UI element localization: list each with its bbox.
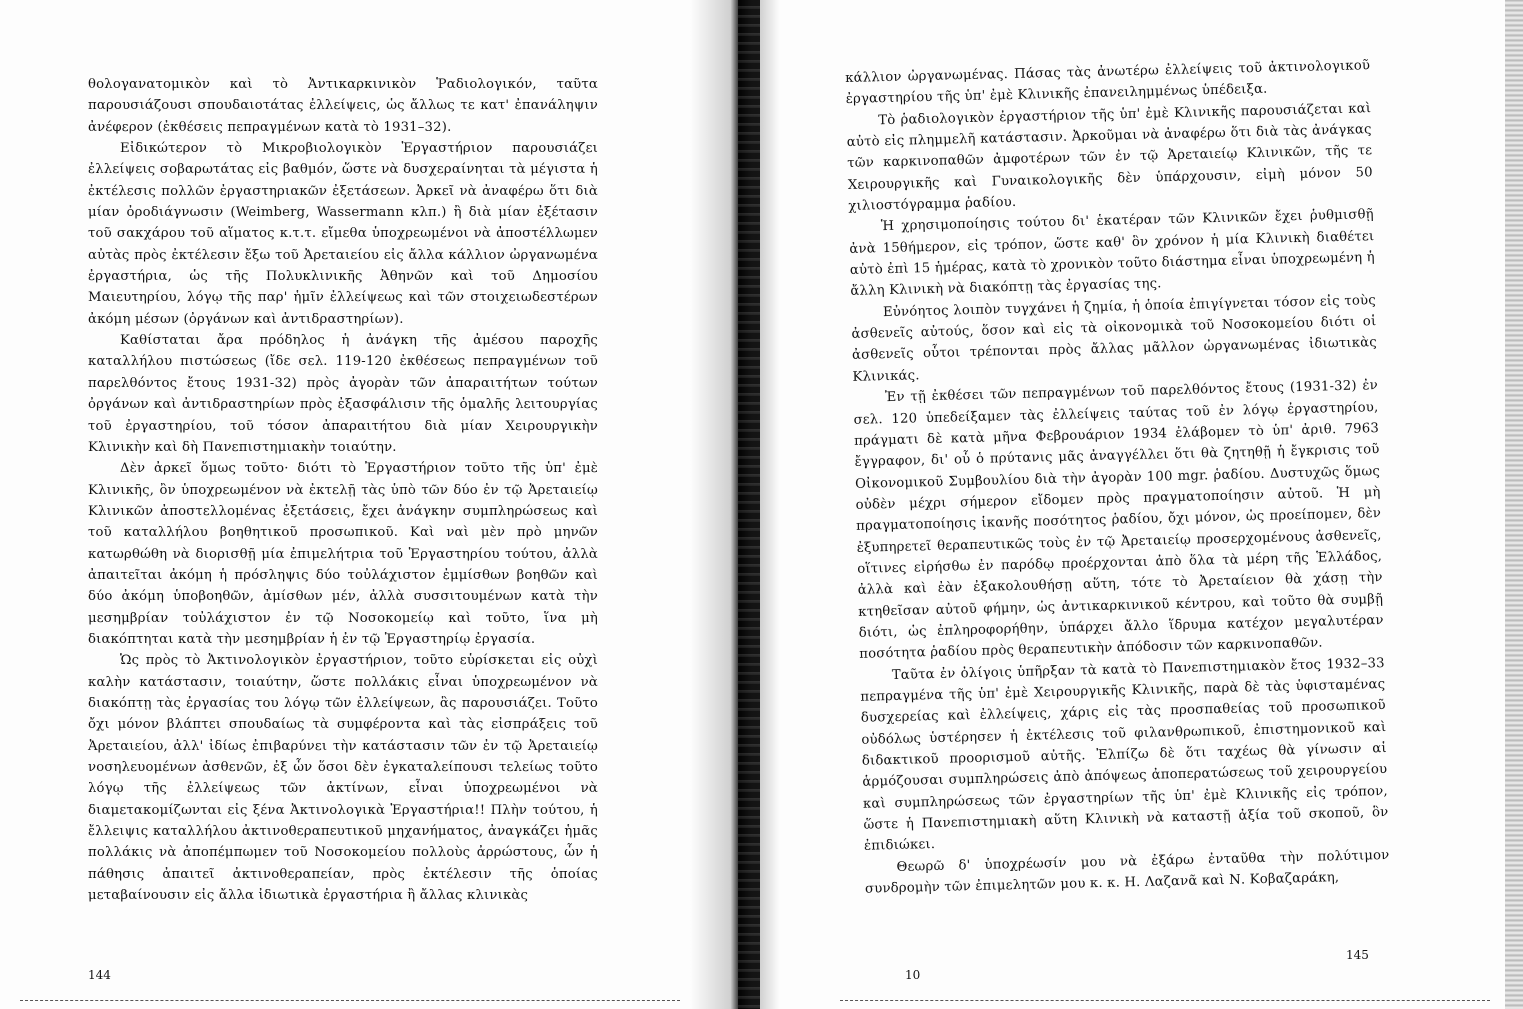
right-page-text	[845, 55, 1390, 900]
scan-artifact-line	[840, 1000, 1490, 1002]
paragraph: Εἰδικώτερον τὸ Μικροβιολογικὸν Ἐργαστήριον παρουσιάζει ἐλλείψεις σοβαρωτάτας εἰς βαθμόν, ὥστε νὰ δυσχεραίνηται τὰ μέγιστα ἡ ἐκτέλεσις πολλῶν ἐργαστηριακῶν ἐξετάσεων. Ἀρκεῖ νὰ ἀναφέρω ὅτι διὰ μίαν ὀροδιάγνωσιν (Weimberg, Wassermann κλπ.) ἢ διὰ μίαν ἐξέτασιν τοῦ σακχάρου τοῦ αἵματος κ.τ.τ. εἴμεθα ὑποχρεωμένοι νὰ ἀποστέλλωμεν αὐτὰς πρὸς ἐκτέλεσιν ἔξω τοῦ Ἀρεταιείου εἰς ἄλλα κάλλιον ὠργανωμένα ἐργαστήρια, ὡς τῆς Πολυκλινικῆς Ἀθηνῶν καὶ τοῦ Δημοσίου Μαιευτηρίου, λόγῳ τῆς παρ' ἡμῖν ἐλλείψεως καὶ τῶν στοιχειωδεστέρων ἀκόμη μέσων (ὀργάνων καὶ ἀντιδραστηρίων).	[88, 141, 598, 327]
paragraph: Ἐν τῇ ἐκθέσει τῶν πεπραγμένων τοῦ παρελθόντος ἔτους (1931-32) ἐν σελ. 120 ὑπεδείξαμεν τὰς ἐλλείψεις ταύτας τοῦ ἐν λόγῳ ἐργαστηρίου, πράγματι δὲ κατὰ μῆνα Φεβρουάριον 1934 ἐλάβομεν τὸ ὑπ' ἀριθ. 7963 ἔγγραφον, δι' οὗ ὁ πρύτανις μᾶς ἀναγγέλλει ὅτι θὰ ζητηθῇ ἡ ἔγκρισις τοῦ Οἰκονομικοῦ Συμβουλίου διὰ τὴν ἀγορὰν 100 mgr. ῥαδίου. Δυστυχῶς ὅμως οὐδὲν μέχρι σήμερον εἴδομεν πρὸς πραγματοποίησιν αὐτοῦ. Ἡ μὴ πραγματοποίησις ἱκανῆς ποσότητος ῥαδίου, ὄχι μόνον, ὡς προείπομεν, δὲν ἐξυπηρετεῖ θεραπευτικῶς τοὺς ἐν τῷ Ἀρεταιείῳ προσερχομένους ἀσθενεῖς, οἵτινες εἰρήσθω ἐν παρόδῳ προέρχονται ἀπὸ ὅλα τὰ μέρη τῆς Ἑλλάδος, ἀλλὰ καὶ ἐὰν ἐξακολουθήσῃ αὕτη, τότε τὸ Ἀρεταίειον θὰ χάσῃ τὴν κτηθεῖσαν αὐτοῦ φήμην, ὡς ἀντικαρκινικοῦ κέντρου, καὶ τοῦτο θὰ συμβῇ διότι, ὡς ἐπληροφορήθην, ὑπάρχει ἄλλο ἵδρυμα κατέχον μεγαλυτέραν ποσότητα ῥαδίου πρὸς θεραπευτικὴν ἀπόδοσιν τῶν καρκινοπαθῶν.	[853, 378, 1384, 663]
signature-mark: 10	[905, 968, 921, 982]
paragraph: Καθίσταται ἄρα πρόδηλος ἡ ἀνάγκη τῆς ἀμέσου παροχῆς καταλλήλου πιστώσεως (ἴδε σελ. 119-120 ἐκθέσεως πεπραγμένων τοῦ παρελθόντος ἔτους 1931-32) πρὸς ἀγορὰν τῶν ἀπαραιτήτων τούτων ὀργάνων καὶ ἀντιδραστηρίων πρὸς ἐξασφάλισιν τῆς ὁμαλῆς λειτουργίας τοῦ ἐργαστηρίου, τοῦ τόσον ἀπαραιτήτου διὰ μίαν Χειρουργικὴν Κλινικὴν καὶ δὴ Πανεπιστημιακὴν τοιαύτην.	[88, 333, 598, 455]
paragraph: Ἡ χρησιμοποίησις τούτου δι' ἑκατέραν τῶν Κλινικῶν ἔχει ῥυθμισθῇ ἀνὰ 15θήμερον, εἰς τρόπον, ὥστε καθ' ὃν χρόνον ἡ μία Κλινικὴ διαθέτει αὐτὸ ἐπὶ 15 ἡμέρας, κατὰ τὸ χρονικὸν τοῦτο διάστημα εἶναι ὑποχρεωμένη ἡ ἄλλη Κλινικὴ νὰ διακόπτῃ τὰς ἐργασίας της.	[849, 207, 1375, 300]
book-gutter-shadow	[690, 0, 780, 1009]
paragraph: κάλλιον ὠργανωμένας. Πάσας τὰς ἀνωτέρω ἐλλείψεις τοῦ ἀκτινολογικοῦ ἐργαστηρίου τῆς ὑπ' ἐμὲ Κλινικῆς ἐπανειλημμένως ὑπέδειξα.	[845, 58, 1371, 108]
paragraph: Ταῦτα ἐν ὀλίγοις ὑπῆρξαν τὰ κατὰ τὸ Πανεπιστημιακὸν ἔτος 1932–33 πεπραγμένα τῆς ὑπ' ἐμὲ Χειρουργικῆς Κλινικῆς, παρὰ δὲ τὰς ὑφισταμένας δυσχερείας καὶ ἐλλείψεις, χάρις εἰς τὰς προσπαθείας τοῦ προσωπικοῦ οὐδόλως ὑστέρησεν ἡ ἐκτέλεσις τοῦ φιλανθρωπικοῦ, ἐπιστημονικοῦ καὶ διδακτικοῦ προορισμοῦ αὐτῆς. Ἐλπίζω δὲ ὅτι ταχέως θὰ γίνωσιν αἱ ἁρμόζουσαι συμπληρώσεις ἀπὸ ἀπόψεως ἀποπερατώσεως τοῦ χειρουργείου καὶ συμπληρώσεως τῶν ἐργαστηρίων τῆς ὑπ' ἐμὲ Κλινικῆς εἰς τρόπον, ὥστε ἡ Πανεπιστημιακὴ αὕτη Κλινικὴ νὰ καταστῇ ἀξία τοῦ σκοποῦ, ὃν ἐπιδιώκει.	[860, 655, 1389, 855]
scan-artifact-line	[20, 1000, 680, 1002]
paragraph: Δὲν ἀρκεῖ ὅμως τοῦτο· διότι τὸ Ἐργαστήριον τοῦτο τῆς ὑπ' ἐμὲ Κλινικῆς, ὂν ὑποχρεωμένον νὰ ἐκτελῇ τὰς ὑπὸ τῶν δύο ἐν τῷ Ἀρεταιείῳ Κλινικῶν ἀποστελλομένας ἐξετάσεις, ἔχει ἀνάγκην συμπληρώσεως καὶ τοῦ καταλλήλου βοηθητικοῦ προσωπικοῦ. Καὶ ναὶ μὲν πρὸ μηνῶν κατωρθώθη νὰ διορισθῇ μία ἐπιμελήτρια τοῦ Ἐργαστηρίου τούτου, ἀλλὰ ἀπαιτεῖται ἀκόμη ἡ πρόσληψις δύο τοὐλάχιστον ἐμμίσθων βοηθῶν καὶ δύο ἀκόμη ὑποβοηθῶν, ἀμίσθων μέν, ἀλλὰ συσσιτουμένων κατὰ τὴν μεσημβρίαν τοὐλάχιστον ἐν τῷ Νοσοκομείῳ καὶ τοῦτο, ἵνα μὴ διακόπτηται κατὰ τὴν μεσημβρίαν ἡ ἐν τῷ Ἐργαστηρίῳ ἐργασία.	[88, 461, 598, 647]
right-page-number: 145	[1346, 948, 1369, 962]
left-page-number: 144	[88, 968, 111, 982]
paragraph: Τὸ ῥαδιολογικὸν ἐργαστήριον τῆς ὑπ' ἐμὲ Κλινικῆς παρουσιάζεται καὶ αὐτὸ εἰς πλημμελῆ κατάστασιν. Ἀρκοῦμαι νὰ ἀναφέρω ὅτι διὰ τὰς ἀνάγκας τῶν καρκινοπαθῶν ἀμφοτέρων τῶν ἐν τῷ Ἀρεταιείῳ Κλινικῶν, τῆς τε Χειρουργικῆς καὶ Γυναικολογικῆς δὲν ὑπάρχουσιν, εἰμὴ μόνον 50 χιλιοστόγραμμα ῥαδίου.	[846, 100, 1373, 215]
paragraph: Εὐνόητος λοιπὸν τυγχάνει ἡ ζημία, ἡ ὁποία ἐπιγίγνεται τόσον εἰς τοὺς ἀσθενεῖς αὐτούς, ὅσον καὶ εἰς τὰ οἰκονομικὰ τοῦ Νοσοκομείου διότι οἱ ἀσθενεῖς οὗτοι τρέπονται πρὸς ἄλλας μᾶλλον ὠργανωμένας ἰδιωτικὰς Κλινικάς.	[851, 292, 1378, 385]
left-page-text	[88, 74, 598, 906]
paragraph: θολογανατομικὸν καὶ τὸ Ἀντικαρκινικὸν Ῥαδιολογικόν, ταῦτα παρουσιάζουσι σπουδαιοτάτας ἐλλείψεις, ὡς ἄλλως τε κατ' ἐπανάληψιν ἀνέφερον (ἐκθέσεις πεπραγμένων κατὰ τὸ 1931–32).	[88, 77, 598, 135]
page-edge-shadow	[1505, 0, 1523, 1009]
paragraph: Ὡς πρὸς τὸ Ἀκτινολογικὸν ἐργαστήριον, τοῦτο εὑρίσκεται εἰς οὐχὶ καλὴν κατάστασιν, τοιαύτην, ὥστε πολλάκις εἶναι ὑποχρεωμένον νὰ διακόπτῃ τὰς ἐργασίας του λόγῳ τῶν ἐλλείψεων, ἃς παρουσιάζει. Τοῦτο ὄχι μόνον βλάπτει σπουδαίως τὰ συμφέροντα καὶ τὰς εἰσπράξεις τοῦ Ἀρεταιείου, ἀλλ' ἰδίως ἐπιβαρύνει τὴν κατάστασιν τῶν ἐν τῷ Ἀρεταιείῳ νοσηλευομένων ἀσθενῶν, ἐξ ὧν ὅσοι δὲν ἐγκαταλείπουσι τελείως τοῦτο λόγῳ τῆς ἐλλείψεως τῶν ἀκτίνων, εἶναι ὑποχρεωμένοι νὰ διαμετακομίζωνται εἰς ξένα Ἀκτινολογικὰ Ἐργαστήρια!! Πλὴν τούτου, ἡ ἔλλειψις καταλλήλου ἀκτινοθεραπευτικοῦ μηχανήματος, ἀναγκάζει ἡμᾶς πολλάκις νὰ ἀποπέμπωμεν τοῦ Νοσοκομείου πολλοὺς ἀρρώστους, ὧν ἡ πάθησις ἀπαιτεῖ ἀκτινοθεραπείαν, πρὸς ἐκτέλεσιν τῆς ὁποίας μεταβαίνουσιν εἰς ἄλλα ἰδιωτικὰ ἐργαστήρια ἢ ἄλλας κλινικὰς	[88, 653, 598, 904]
book-spine	[738, 0, 760, 1009]
paragraph: Θεωρῶ δ' ὑποχρέωσίν μου νὰ ἐξάρω ἐνταῦθα τὴν πολύτιμον συνδρομὴν τῶν ἐπιμελητῶν μου κ. κ. Η. Λαζανᾶ καὶ Ν. Κοβαζαράκη,	[864, 847, 1390, 897]
